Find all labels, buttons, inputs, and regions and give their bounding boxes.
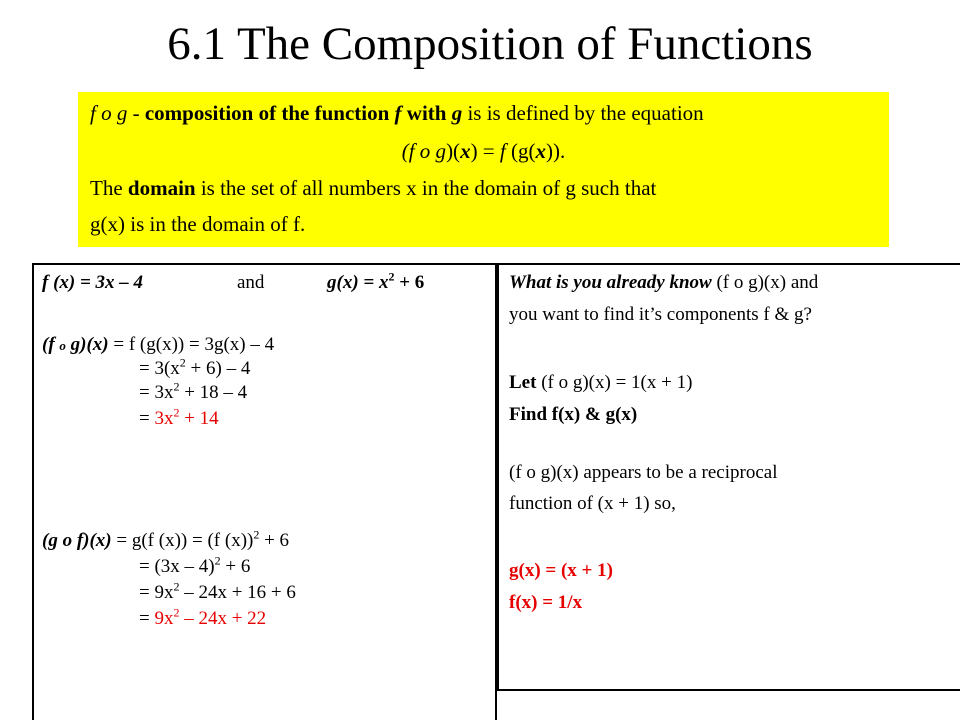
answer-g: g(x) = (x + 1) (509, 560, 613, 581)
fog-result: = $3x^2 + 14$ (139, 405, 219, 429)
reciprocal-line-1: (f o g)(x) appears to be a reciprocal (509, 462, 778, 483)
gof-result: = $9x^2 - 24x + 22$ (139, 605, 267, 629)
definition-domain-line: The domain is the set of all numbers x in the domain of g such that (90, 176, 657, 200)
fog-line-3: = $3x^2 + 18 - 4$ (139, 379, 248, 403)
reciprocal-line-2: function of (x + 1) so, (509, 493, 676, 514)
decomposition-panel (497, 263, 960, 691)
let-line: Let (f o g)(x) = 1(x + 1) (509, 372, 693, 393)
question-line-2: you want to find it’s components f & g? (509, 304, 812, 325)
gof-line-3: = $9x^2 - 24x + 16 + 6$ (139, 579, 296, 603)
question-line-1: What is you already know (f o g)(x) and (509, 272, 819, 293)
and-word: and (237, 272, 265, 293)
find-line: Find f(x) & g(x) (509, 404, 638, 425)
fog-line-1: (f o g)(x) = f (g(x)) = 3g(x) – 4 (42, 334, 275, 355)
slide-title: 6.1 The Composition of Functions (167, 18, 813, 70)
gof-line-2: = (3x – 4)$^2$ + 6 (139, 553, 251, 577)
given-g: $g(x) = x^2 + 6$ (327, 269, 425, 293)
definition-line-1: f o g - composition of the function f with g is is defined by the equation (90, 101, 704, 125)
definition-box (78, 92, 889, 247)
answer-f: f(x) = 1/x (509, 592, 583, 613)
definition-equation: (f o g)(x) = f (g(x)). (401, 139, 566, 163)
gof-line-1: (g o f)(x) = g(f (x)) = (f (x))$^2$ + 6 (42, 527, 290, 551)
fog-line-2: = $3(x^2 + 6) - 4$ (139, 355, 251, 379)
example-panel (32, 263, 497, 720)
definition-domain-line-2: g(x) is in the domain of f. (90, 212, 306, 236)
given-functions: f (x) = 3x – 4 (42, 272, 144, 293)
